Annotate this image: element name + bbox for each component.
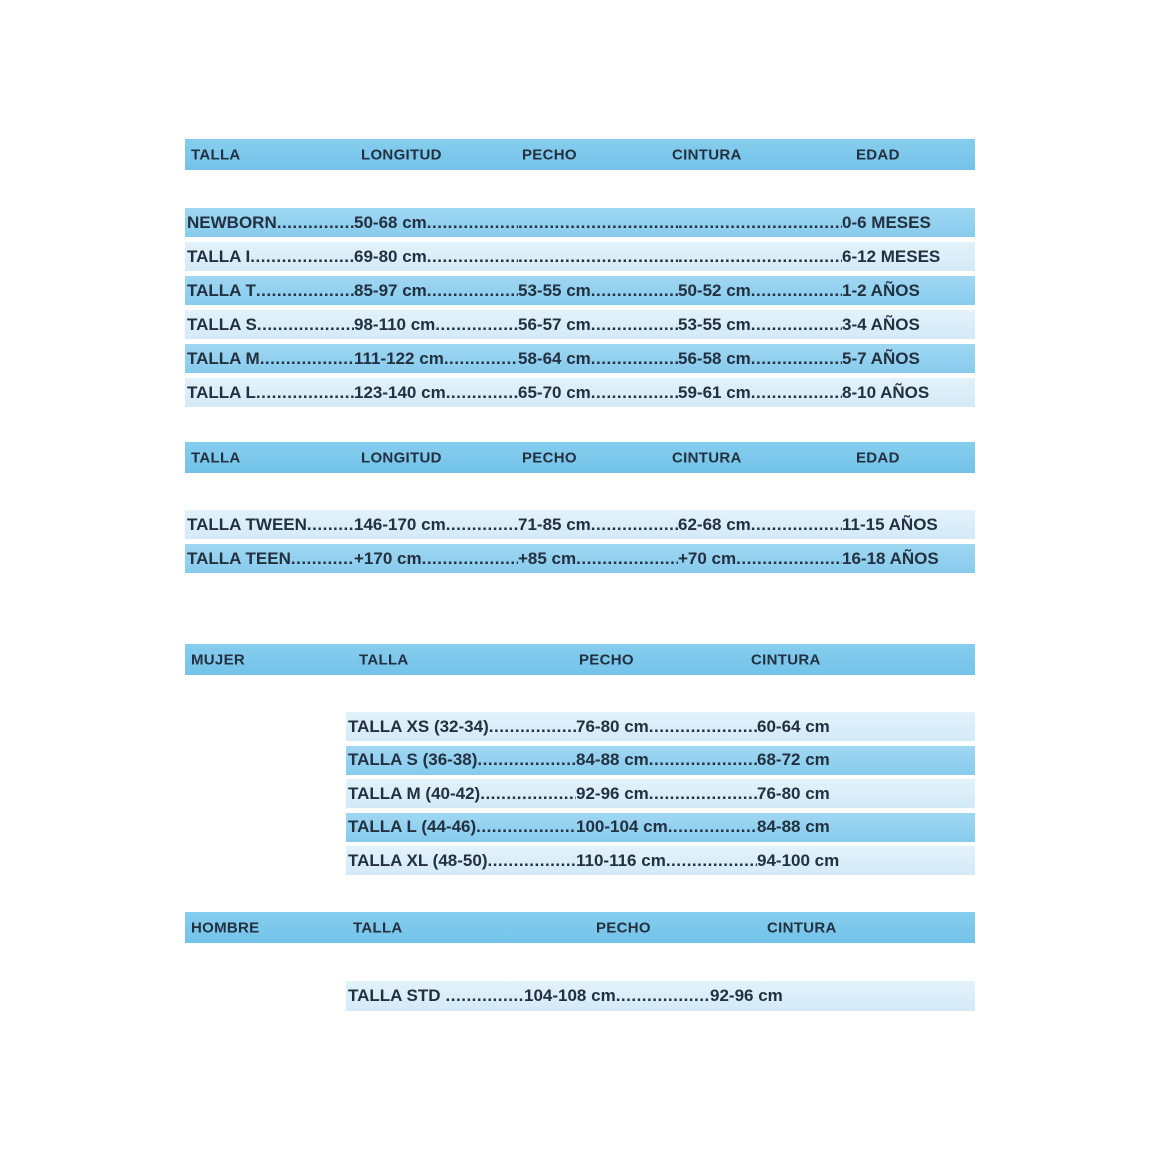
row-label: TALLA L xyxy=(187,382,256,402)
cintura-value: 62-68 cm xyxy=(678,514,751,534)
edad-value: 3-4 AÑOS xyxy=(842,314,920,334)
longitud-value: 50-68 cm xyxy=(354,212,427,232)
header-cintura: CINTURA xyxy=(672,449,742,466)
header-talla: TALLA xyxy=(353,919,403,936)
header-cintura: CINTURA xyxy=(751,651,821,668)
leader-dots xyxy=(616,986,710,1006)
pecho-value: 58-64 cm xyxy=(518,348,591,368)
leader-dots xyxy=(591,383,678,403)
pecho-value: 71-85 cm xyxy=(518,514,591,534)
edad-value: 0-6 MESES xyxy=(842,212,931,232)
header-talla: TALLA xyxy=(191,449,241,466)
longitud-value: 98-110 cm xyxy=(354,314,436,334)
teen-table-header xyxy=(185,442,975,473)
header-mujer: MUJER xyxy=(191,651,246,668)
header-hombre: HOMBRE xyxy=(191,919,260,936)
pecho-value: 110-116 cm xyxy=(576,850,666,870)
row-label: NEWBORN xyxy=(187,212,277,232)
leader-dots xyxy=(260,349,354,369)
cintura-value: 68-72 cm xyxy=(757,750,830,769)
leader-dots xyxy=(649,784,757,804)
leader-dots xyxy=(751,515,842,535)
row-label: TALLA M (40-42) xyxy=(348,783,481,803)
row-label: TALLA I xyxy=(187,246,251,266)
cintura-value: 94-100 cm xyxy=(757,850,840,870)
teen-table-rows xyxy=(185,510,975,578)
table-row xyxy=(185,344,975,373)
row-label: TALLA T xyxy=(187,280,256,300)
leader-dots xyxy=(427,247,518,267)
leader-dots xyxy=(576,549,678,569)
pecho-value: 104-108 cm xyxy=(524,986,616,1005)
header-longitud: LONGITUD xyxy=(361,449,442,466)
leader-dots xyxy=(666,851,757,871)
longitud-value: +170 cm xyxy=(354,548,422,568)
cintura-value: 56-58 cm xyxy=(678,348,751,368)
cintura-value: 92-96 cm xyxy=(710,986,783,1005)
hombre-table-rows xyxy=(346,981,975,1016)
cintura-value: 53-55 cm xyxy=(678,314,751,334)
leader-dots xyxy=(444,349,518,369)
kids-table-rows xyxy=(185,208,975,412)
mujer-table-rows xyxy=(346,712,975,880)
leader-dots xyxy=(649,750,757,770)
pecho-value: 65-70 cm xyxy=(518,382,591,402)
header-talla: TALLA xyxy=(359,651,409,668)
row-label: TALLA XL (48-50) xyxy=(348,850,488,870)
table-row xyxy=(185,208,975,237)
leader-dots xyxy=(487,851,576,871)
table-row xyxy=(346,813,975,842)
row-label: TALLA M xyxy=(187,348,260,368)
table-row xyxy=(185,378,975,407)
cintura-value: 60-64 cm xyxy=(757,716,830,736)
row-label: TALLA STD xyxy=(348,986,441,1005)
header-talla: TALLA xyxy=(191,146,241,163)
leader-dots xyxy=(250,247,354,267)
pecho-value: 56-57 cm xyxy=(518,314,591,334)
table-row xyxy=(346,712,975,741)
pecho-value: 100-104 cm xyxy=(576,817,668,836)
longitud-value: 146-170 cm xyxy=(354,514,446,534)
longitud-value: 85-97 cm xyxy=(354,280,427,300)
cintura-value: 84-88 cm xyxy=(757,817,830,836)
leader-dots xyxy=(678,213,842,233)
table-row xyxy=(185,310,975,339)
row-label: TALLA TWEEN xyxy=(187,514,307,534)
pecho-value: 53-55 cm xyxy=(518,280,591,300)
leader-dots xyxy=(446,383,518,403)
edad-value: 6-12 MESES xyxy=(842,246,941,266)
kids-table-header xyxy=(185,139,975,170)
pecho-value: 76-80 cm xyxy=(576,716,649,736)
leader-dots xyxy=(751,349,842,369)
header-longitud: LONGITUD xyxy=(361,146,442,163)
edad-value: 16-18 AÑOS xyxy=(842,548,939,568)
cintura-value: 59-61 cm xyxy=(678,382,751,402)
longitud-value: 123-140 cm xyxy=(354,382,446,402)
leader-dots xyxy=(668,817,757,837)
header-pecho: PECHO xyxy=(579,651,634,668)
leader-dots xyxy=(751,315,842,335)
leader-dots xyxy=(649,717,757,737)
leader-dots xyxy=(518,247,678,267)
leader-dots xyxy=(446,986,524,1006)
leader-dots xyxy=(591,349,678,369)
mujer-table-header xyxy=(185,644,975,675)
leader-dots xyxy=(480,784,576,804)
leader-dots xyxy=(678,247,842,267)
header-cintura: CINTURA xyxy=(672,146,742,163)
pecho-value: +85 cm xyxy=(518,548,577,568)
leader-dots xyxy=(257,315,354,335)
leader-dots xyxy=(427,281,518,301)
leader-dots xyxy=(291,549,354,569)
header-cintura: CINTURA xyxy=(767,919,837,936)
pecho-value: 92-96 cm xyxy=(576,783,649,803)
header-pecho: PECHO xyxy=(596,919,651,936)
leader-dots xyxy=(591,315,678,335)
leader-dots xyxy=(476,817,576,837)
leader-dots xyxy=(591,515,678,535)
edad-value: 1-2 AÑOS xyxy=(842,280,920,300)
row-label: TALLA TEEN xyxy=(187,548,291,568)
leader-dots xyxy=(307,515,354,535)
pecho-value: 84-88 cm xyxy=(576,750,649,769)
hombre-table-header xyxy=(185,912,975,943)
row-label: TALLA S (36-38) xyxy=(348,750,478,769)
leader-dots xyxy=(427,213,518,233)
table-row xyxy=(346,981,975,1011)
edad-value: 11-15 AÑOS xyxy=(842,514,938,534)
cintura-value: 50-52 cm xyxy=(678,280,751,300)
leader-dots xyxy=(518,213,678,233)
header-edad: EDAD xyxy=(856,449,900,466)
row-label: TALLA XS (32-34) xyxy=(348,716,489,736)
leader-dots xyxy=(736,549,842,569)
table-row xyxy=(185,242,975,271)
leader-dots xyxy=(489,717,576,737)
leader-dots xyxy=(422,549,518,569)
longitud-value: 69-80 cm xyxy=(354,246,427,266)
leader-dots xyxy=(256,281,354,301)
table-row xyxy=(346,846,975,875)
leader-dots xyxy=(435,315,518,335)
cintura-value: 76-80 cm xyxy=(757,783,830,803)
leader-dots xyxy=(751,281,842,301)
header-pecho: PECHO xyxy=(522,449,577,466)
leader-dots xyxy=(477,750,576,770)
edad-value: 5-7 AÑOS xyxy=(842,348,920,368)
leader-dots xyxy=(591,281,678,301)
table-row xyxy=(185,276,975,305)
longitud-value: 111-122 cm xyxy=(354,348,444,368)
leader-dots xyxy=(277,213,354,233)
header-pecho: PECHO xyxy=(522,146,577,163)
table-row xyxy=(346,746,975,775)
row-label: TALLA L (44-46) xyxy=(348,817,477,836)
table-row xyxy=(185,544,975,573)
leader-dots xyxy=(446,515,518,535)
row-label: TALLA S xyxy=(187,314,257,334)
leader-dots xyxy=(751,383,842,403)
table-row xyxy=(185,510,975,539)
table-row xyxy=(346,779,975,808)
edad-value: 8-10 AÑOS xyxy=(842,382,930,402)
header-edad: EDAD xyxy=(856,146,900,163)
leader-dots xyxy=(256,383,354,403)
cintura-value: +70 cm xyxy=(678,548,737,568)
